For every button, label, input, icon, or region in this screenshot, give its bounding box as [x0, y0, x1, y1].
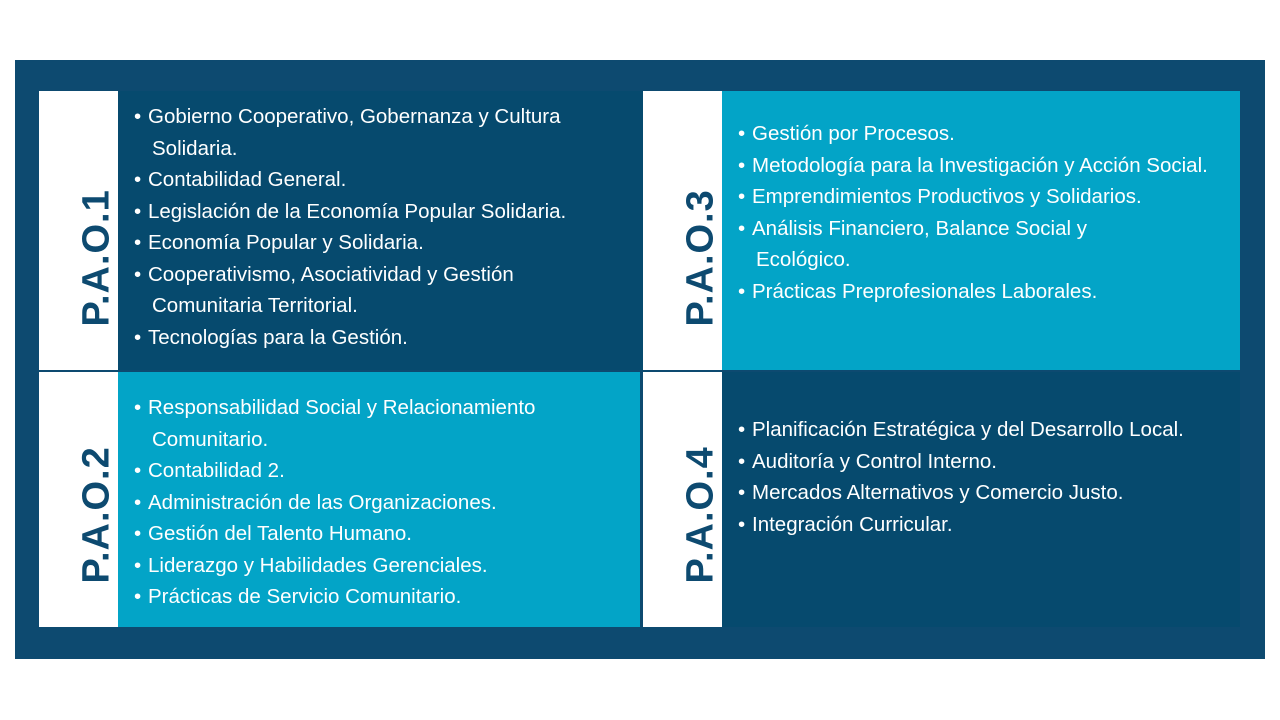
list-item: • Contabilidad General.: [134, 164, 642, 196]
list-item: • Responsabilidad Social y Relacionamiento Comunitario.: [134, 392, 622, 455]
list-item: • Auditoría y Control Interno.: [738, 446, 1230, 478]
list-item: • Emprendimientos Productivos y Solidarios.: [738, 181, 1230, 213]
list-item: • Planificación Estratégica y del Desarrollo Local.: [738, 414, 1226, 446]
list-item: • Gestión del Talento Humano.: [134, 518, 630, 550]
panel-pao-4: [643, 372, 1240, 627]
pao-1-label-box: [39, 91, 118, 370]
list-item: • Metodología para la Investigación y Acción Social.: [738, 150, 1226, 182]
pao-3-content: [722, 91, 1240, 370]
pao-2-content: [118, 372, 640, 627]
pao-4-label-box: [643, 372, 722, 627]
panel-pao-2: [39, 372, 640, 627]
pao-1-label: P.A.O.1: [75, 189, 117, 327]
pao-3-label: P.A.O.3: [679, 189, 721, 327]
pao-4-list: [738, 414, 1230, 540]
list-item: • Análisis Financiero, Balance Social y Ecológico.: [738, 213, 1166, 276]
pao-4-label: P.A.O.4: [679, 446, 721, 584]
list-item: • Prácticas Preprofesionales Laborales.: [738, 276, 1230, 308]
pao-3-label-box: [643, 91, 722, 370]
pao-1-content: [118, 91, 652, 370]
list-item: • Economía Popular y Solidaria.: [134, 227, 642, 259]
pao-3-list: [738, 118, 1230, 307]
list-item: • Mercados Alternativos y Comercio Justo.: [738, 477, 1230, 509]
list-item: • Gestión por Procesos.: [738, 118, 1230, 150]
list-item: • Liderazgo y Habilidades Gerenciales.: [134, 550, 630, 582]
list-item: • Cooperativismo, Asociatividad y Gestión Comunitaria Territorial.: [134, 259, 592, 322]
list-item: • Gobierno Cooperativo, Gobernanza y Cultura Solidaria.: [134, 101, 642, 164]
pao-1-list: [134, 101, 642, 353]
pao-2-list: [134, 392, 630, 613]
list-item: • Administración de las Organizaciones.: [134, 487, 630, 519]
list-item: • Legislación de la Economía Popular Solidaria.: [134, 196, 642, 228]
pao-2-label-box: [39, 372, 118, 627]
list-item: • Contabilidad 2.: [134, 455, 630, 487]
pao-2-label: P.A.O.2: [75, 446, 117, 584]
list-item: • Tecnologías para la Gestión.: [134, 322, 642, 354]
panel-pao-3: [643, 91, 1240, 370]
list-item: • Integración Curricular.: [738, 509, 1230, 541]
pao-4-content: [722, 372, 1240, 627]
list-item: • Prácticas de Servicio Comunitario.: [134, 581, 630, 613]
panel-pao-1: [39, 91, 640, 370]
